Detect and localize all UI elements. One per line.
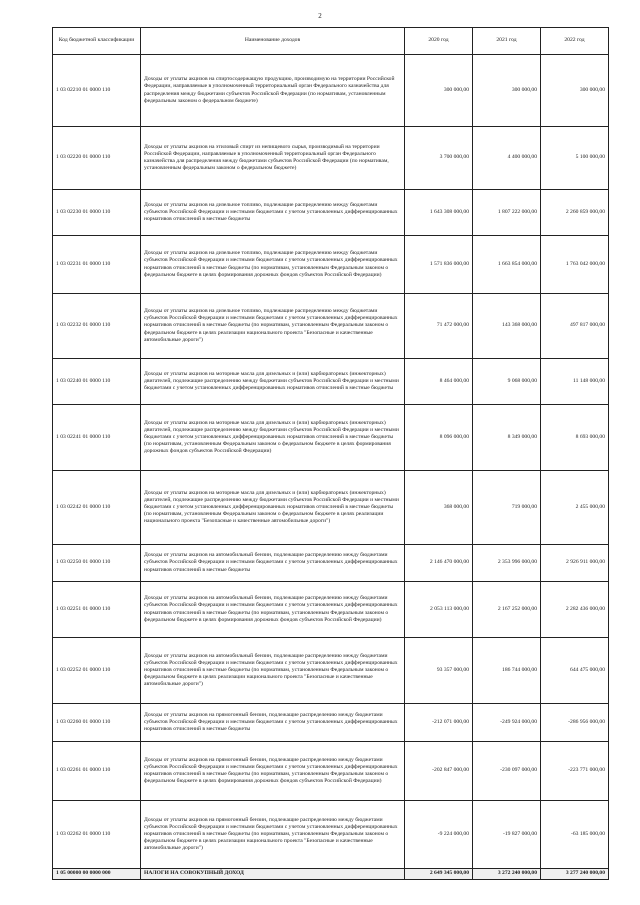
row-2021: 2 167 252 000,00 xyxy=(473,582,541,638)
row-2021: 2 353 996 000,00 xyxy=(473,545,541,582)
row-code: 1 03 02232 01 0000 110 xyxy=(53,294,141,359)
row-name: Доходы от уплаты акцизов на этиловый спирт из непищевого сырья, производимый на территории Российской Федерации, направляемые в уполномоченный территориальный орган Федерального казначейства для распределения между бюджетами субъектов Российской Федерации (по нормативам, установленным федеральным законом о федеральном бюджете) xyxy=(141,127,405,190)
row-2022: 497 817 000,00 xyxy=(541,294,609,359)
row-code: 1 03 02261 01 0000 110 xyxy=(53,742,141,801)
table-row xyxy=(53,742,609,801)
header-name: Наименование доходов xyxy=(141,28,405,55)
row-2022: 11 148 000,00 xyxy=(541,359,609,405)
row-2021: 186 744 000,00 xyxy=(473,638,541,704)
row-2022: 2 282 436 000,00 xyxy=(541,582,609,638)
row-2020: -9 224 000,00 xyxy=(405,801,473,869)
total-code: 1 05 00000 00 0000 000 xyxy=(53,869,141,880)
row-code: 1 03 02242 01 0000 110 xyxy=(53,471,141,545)
row-code: 1 03 02252 01 0000 110 xyxy=(53,638,141,704)
row-2020: 1 571 836 000,00 xyxy=(405,236,473,294)
row-2022: 1 763 042 000,00 xyxy=(541,236,609,294)
row-2020: -212 071 000,00 xyxy=(405,704,473,742)
total-2021: 3 272 240 000,00 xyxy=(473,869,541,880)
table-row xyxy=(53,190,609,236)
row-2021: -249 924 000,00 xyxy=(473,704,541,742)
row-2022: 300 000,00 xyxy=(541,55,609,127)
table-row xyxy=(53,405,609,471)
table-row xyxy=(53,236,609,294)
row-2021: 4 400 000,00 xyxy=(473,127,541,190)
header-2020: 2020 год xyxy=(405,28,473,55)
table-row xyxy=(53,127,609,190)
row-2020: 93 357 000,00 xyxy=(405,638,473,704)
row-2021: 8 349 000,00 xyxy=(473,405,541,471)
row-2020: 300 000,00 xyxy=(405,55,473,127)
row-2021: -230 097 000,00 xyxy=(473,742,541,801)
row-code: 1 03 02241 01 0000 110 xyxy=(53,405,141,471)
row-name: Доходы от уплаты акцизов на автомобильный бензин, подлежащие распределению между бюджетами субъектов Российской Федерации и местными бюджетами с учетом установленных дифференцированных нормативов отчислений в местные бюджеты (по нормативам, установленным Федеральным законом о федеральном бюджете в целях формирования дорожных фондов субъектов Российской Федерации) xyxy=(141,582,405,638)
row-name: Доходы от уплаты акцизов на дизельное топливо, подлежащие распределению между бюджетами субъектов Российской Федерации и местными бюджетами с учетом установленных дифференцированных нормативов отчислений в местные бюджеты (по нормативам, установленным Федеральным законом о федеральном бюджете в целях реализации национального проекта "Безопасные и качественные автомобильные дороги") xyxy=(141,294,405,359)
table-row xyxy=(53,294,609,359)
row-code: 1 03 02230 01 0000 110 xyxy=(53,190,141,236)
row-name: Доходы от уплаты акцизов на моторные масла для дизельных и (или) карбюраторных (инжекторных) двигателей, подлежащие распределению между бюджетами субъектов Российской Федерации и местными бюджетами с учетом установленных дифференцированных нормативов отчислений в местные бюджеты (по нормативам, установленным Федеральным законом о федеральном бюджете в целях реализации национального проекта "Безопасные и качественные автомобильные дороги") xyxy=(141,471,405,545)
row-code: 1 03 02240 01 0000 110 xyxy=(53,359,141,405)
row-2022: 2 926 911 000,00 xyxy=(541,545,609,582)
row-code: 1 03 02251 01 0000 110 xyxy=(53,582,141,638)
row-name: Доходы от уплаты акцизов на автомобильный бензин, подлежащие распределению между бюджетами субъектов Российской Федерации и местными бюджетами с учетом установленных дифференцированных нормативов отчислений в местные бюджеты (по нормативам, установленным Федеральным законом о федеральном бюджете в целях реализации национального проекта "Безопасные и качественные автомобильные дороги") xyxy=(141,638,405,704)
row-code: 1 03 02250 01 0000 110 xyxy=(53,545,141,582)
header-code: Код бюджетной классификации xyxy=(53,28,141,55)
table-row xyxy=(53,582,609,638)
table-row xyxy=(53,704,609,742)
total-name: НАЛОГИ НА СОВОКУПНЫЙ ДОХОД xyxy=(141,869,405,880)
header-2021: 2021 год xyxy=(473,28,541,55)
row-name: Доходы от уплаты акцизов на прямогонный бензин, подлежащие распределению между бюджетами субъектов Российской Федерации и местными бюджетами с учетом установленных дифференцированных нормативов отчислений в местные бюджеты (по нормативам, установленным Федеральным законом о федеральном бюджете в целях формирования дорожных фондов субъектов Российской Федерации) xyxy=(141,742,405,801)
row-2021: 143 368 000,00 xyxy=(473,294,541,359)
row-2020: 2 053 113 000,00 xyxy=(405,582,473,638)
table-row xyxy=(53,801,609,869)
row-name: Доходы от уплаты акцизов на моторные масла для дизельных и (или) карбюраторных (инжекторных) двигателей, подлежащие распределению между бюджетами субъектов Российской Федерации и местными бюджетами с учетом установленных дифференцированных нормативов отчислений в местные бюджеты (по нормативам, установленным Федеральным законом о федеральном бюджете в целях формирования дорожных фондов субъектов Российской Федерации) xyxy=(141,405,405,471)
row-2022: -286 956 000,00 xyxy=(541,704,609,742)
total-2022: 3 277 240 000,00 xyxy=(541,869,609,880)
table-row xyxy=(53,55,609,127)
table-row xyxy=(53,545,609,582)
row-2022: -63 185 000,00 xyxy=(541,801,609,869)
row-code: 1 03 02231 01 0000 110 xyxy=(53,236,141,294)
table-row xyxy=(53,638,609,704)
row-2022: 2 260 859 000,00 xyxy=(541,190,609,236)
row-2020: 368 000,00 xyxy=(405,471,473,545)
total-2020: 2 649 345 000,00 xyxy=(405,869,473,880)
row-name: Доходы от уплаты акцизов на прямогонный бензин, подлежащие распределению между бюджетами субъектов Российской Федерации и местными бюджетами с учетом установленных дифференцированных нормативов отчислений в местные бюджеты (по нормативам, установленным Федеральным законом о федеральном бюджете в целях реализации национального проекта "Безопасные и качественные автомобильные дороги") xyxy=(141,801,405,869)
row-name: Доходы от уплаты акцизов на прямогонный бензин, подлежащие распределению между бюджетами субъектов Российской Федерации и местными бюджетами с учетом установленных дифференцированных нормативов отчислений в местные бюджеты xyxy=(141,704,405,742)
row-code: 1 03 02220 01 0000 110 xyxy=(53,127,141,190)
row-name: Доходы от уплаты акцизов на моторные масла для дизельных и (или) карбюраторных (инжекторных) двигателей, подлежащие распределению между бюджетами субъектов Российской Федерации и местными бюджетами с учетом установленных дифференцированных нормативов отчислений в местные бюджеты xyxy=(141,359,405,405)
row-2021: -19 827 000,00 xyxy=(473,801,541,869)
row-2021: 719 000,00 xyxy=(473,471,541,545)
row-2021: 300 000,00 xyxy=(473,55,541,127)
row-2022: 644 475 000,00 xyxy=(541,638,609,704)
row-name: Доходы от уплаты акцизов на дизельное топливо, подлежащие распределению между бюджетами субъектов Российской Федерации и местными бюджетами с учетом установленных дифференцированных нормативов отчислений в местные бюджеты (по нормативам, установленным Федеральным законом о федеральном бюджете в целях формирования дорожных фондов субъектов Российской Федерации) xyxy=(141,236,405,294)
table-row xyxy=(53,359,609,405)
row-name: Доходы от уплаты акцизов на автомобильный бензин, подлежащие распределению между бюджетами субъектов Российской Федерации и местными бюджетами с учетом установленных дифференцированных нормативов отчислений в местные бюджеты xyxy=(141,545,405,582)
row-2020: 3 700 000,00 xyxy=(405,127,473,190)
row-name: Доходы от уплаты акцизов на спиртосодержащую продукцию, производимую на территории Российской Федерации, направляемые в уполномоченный территориальный орган Федерального казначейства для распределения между бюджетами субъектов Российской Федерации (по нормативам, установленным федеральным законом о федеральном бюджете) xyxy=(141,55,405,127)
row-name: Доходы от уплаты акцизов на дизельное топливо, подлежащие распределению между бюджетами субъектов Российской Федерации и местными бюджетами с учетом установленных дифференцированных нормативов отчислений в местные бюджеты xyxy=(141,190,405,236)
page-number: 2 xyxy=(318,12,322,20)
row-2020: 8 096 000,00 xyxy=(405,405,473,471)
row-2020: 1 643 308 000,00 xyxy=(405,190,473,236)
row-code: 1 03 02262 01 0000 110 xyxy=(53,801,141,869)
total-row xyxy=(53,869,609,880)
row-2021: 1 807 222 000,00 xyxy=(473,190,541,236)
row-code: 1 03 02210 01 0000 110 xyxy=(53,55,141,127)
header-2022: 2022 год xyxy=(541,28,609,55)
row-2022: 2 455 000,00 xyxy=(541,471,609,545)
row-2020: 8 464 000,00 xyxy=(405,359,473,405)
row-code: 1 03 02260 01 0000 110 xyxy=(53,704,141,742)
row-2022: 8 693 000,00 xyxy=(541,405,609,471)
table-row xyxy=(53,471,609,545)
row-2021: 1 663 854 000,00 xyxy=(473,236,541,294)
table-header-row xyxy=(53,28,609,55)
row-2022: 5 100 000,00 xyxy=(541,127,609,190)
row-2020: 71 472 000,00 xyxy=(405,294,473,359)
row-2021: 9 068 000,00 xyxy=(473,359,541,405)
row-2022: -223 771 000,00 xyxy=(541,742,609,801)
row-2020: 2 146 470 000,00 xyxy=(405,545,473,582)
row-2020: -202 847 000,00 xyxy=(405,742,473,801)
budget-revenue-table xyxy=(52,27,609,880)
